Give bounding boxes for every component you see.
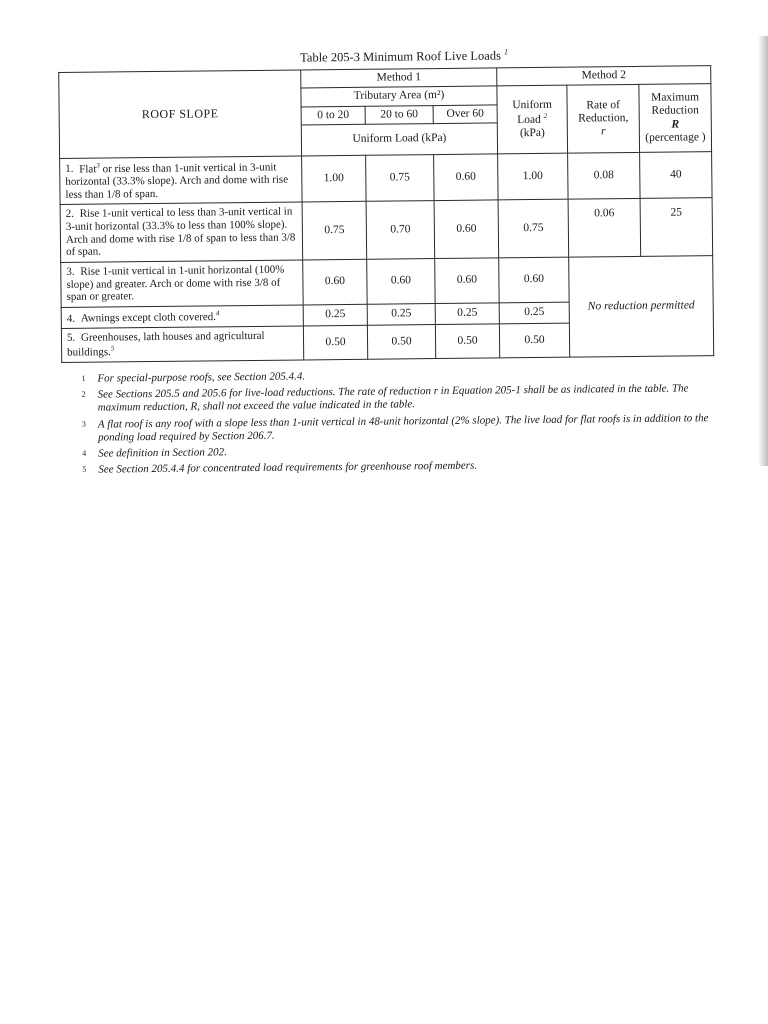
scan-edge-shadow	[758, 36, 768, 466]
row-number: 4.	[66, 312, 76, 325]
no-reduction-cell: No reduction permitted	[569, 256, 714, 358]
row-4-value-1: 0.25	[303, 304, 367, 326]
footnote-text: See definition in Section 202.	[98, 446, 227, 460]
footnote	[82, 382, 714, 415]
table-row	[60, 151, 712, 204]
row-3-value-1: 0.60	[303, 259, 367, 305]
footnote-mark: 3	[81, 419, 86, 429]
row-label-a: Greenhouses, lath houses and agricultural buildings.	[67, 330, 265, 359]
document-page	[58, 45, 714, 480]
title-footnote-mark: 1	[503, 47, 509, 57]
tributary-area-header: Tributary Area (m²)	[301, 86, 497, 106]
row-4-uniform: 0.25	[499, 302, 569, 324]
row-footnote-mark: 5	[110, 344, 115, 353]
footnote-text: See Section 205.4.4 for concentrated load requirements for greenhouse roof members.	[98, 459, 478, 476]
rate-of-reduction-header	[567, 85, 640, 153]
footnote	[82, 457, 714, 477]
footnote-mark: 4	[82, 448, 87, 458]
row-1-value-2: 0.75	[366, 154, 434, 201]
footnote-text: See Sections 205.5 and 205.6 for live-load reductions. The rate of reduction r in Equation 205-1 shall be as indicated in the table. The maximum reduction, R, shall not exceed the value indicated in the table.	[97, 382, 689, 415]
footnotes	[61, 366, 714, 477]
row-3-label	[61, 260, 303, 307]
row-2-max: 25	[640, 198, 713, 256]
row-2-uniform: 0.75	[498, 200, 569, 258]
area-range-2: 20 to 60	[365, 105, 433, 124]
max-reduction-label: Maximum Reduction	[651, 91, 700, 118]
row-label-a: Rise 1-unit vertical to less than 3-unit vertical in 3-unit horizontal (33.3% to less than 100% slope). Arch and dome with rise 1/8 of span to less than 3/8 of span.	[65, 205, 296, 259]
table-title	[58, 45, 710, 68]
row-3-value-2: 0.60	[367, 259, 435, 305]
max-symbol: R	[671, 118, 680, 131]
table-title-text: Table 205-3 Minimum Roof Live Loads	[300, 48, 501, 65]
footnote-mark: 2	[81, 390, 86, 400]
row-footnote-mark: 4	[215, 309, 220, 318]
row-1-value-3: 0.60	[434, 154, 498, 201]
row-2-value-2: 0.70	[366, 201, 435, 259]
row-2-value-3: 0.60	[434, 200, 499, 258]
max-reduction-header	[639, 84, 712, 152]
row-number: 5.	[66, 332, 76, 345]
method2-header: Method 2	[497, 66, 711, 86]
footnote	[82, 412, 714, 445]
table-row	[60, 198, 713, 262]
row-label-b: or rise less than 1-unit vertical in 3-unit horizontal (33.3% slope). Arch and dome with rise less than 1/8 of span.	[65, 161, 289, 201]
row-1-label	[60, 156, 302, 205]
uniform-load-kpa-header: Uniform Load (kPa)	[301, 123, 497, 156]
roof-live-loads-table	[58, 65, 714, 363]
row-footnote-mark: 3	[96, 161, 100, 170]
footnote-mark: 5	[82, 464, 87, 475]
row-5-uniform: 0.50	[499, 323, 569, 358]
roof-slope-header: ROOF SLOPE	[59, 70, 302, 158]
area-range-3: Over 60	[433, 104, 497, 123]
footnote-mark: 1	[81, 373, 86, 383]
row-2-value-1: 0.75	[302, 202, 367, 260]
m2-uniform-load-label: Uniform Load	[512, 98, 552, 127]
table-row	[61, 256, 713, 308]
row-1-value-1: 1.00	[302, 155, 366, 202]
method1-header: Method 1	[301, 68, 497, 88]
row-number: 3.	[66, 265, 75, 278]
m2-uniform-load-header	[497, 86, 568, 154]
row-5-value-3: 0.50	[435, 324, 499, 359]
row-4-label	[61, 305, 303, 329]
row-label-a: Rise 1-unit vertical in 1-unit horizontal (100% slope) and greater. Arch or dome with rise 3/8 of span or greater.	[66, 263, 285, 304]
row-2-rate: 0.06	[568, 199, 641, 257]
row-1-rate: 0.08	[568, 152, 640, 199]
row-5-value-2: 0.50	[367, 325, 435, 360]
footnote-text: A flat roof is any roof with a slope less than 1-unit vertical in 48-unit horizontal (2% slope). The live load for flat roofs is in addition to the ponding load required by Section 206.7.	[97, 411, 709, 444]
row-5-value-1: 0.50	[303, 325, 367, 360]
rate-of-reduction-label: Rate of Reduction,	[578, 98, 629, 125]
row-3-uniform: 0.60	[499, 257, 569, 303]
max-reduction-unit: (percentage )	[645, 131, 706, 144]
row-number: 2.	[65, 208, 75, 221]
row-number: 1.	[65, 163, 74, 176]
row-4-value-3: 0.25	[435, 303, 499, 325]
rate-symbol: r	[601, 125, 606, 138]
row-1-max: 40	[640, 151, 712, 198]
footnote-text: For special-purpose roofs, see Section 205.4.4.	[97, 370, 306, 385]
row-3-value-3: 0.60	[435, 258, 499, 304]
m2-uniform-load-fn: 2	[543, 111, 548, 120]
row-label-a: Awnings except cloth covered.	[80, 310, 217, 325]
row-5-label	[61, 326, 303, 362]
row-4-value-2: 0.25	[367, 303, 435, 325]
area-range-1: 0 to 20	[301, 106, 365, 125]
row-1-uniform: 1.00	[498, 153, 568, 200]
m2-uniform-load-unit: (kPa)	[519, 127, 545, 140]
row-2-label	[60, 202, 303, 262]
row-label-a: Flat	[79, 163, 97, 176]
